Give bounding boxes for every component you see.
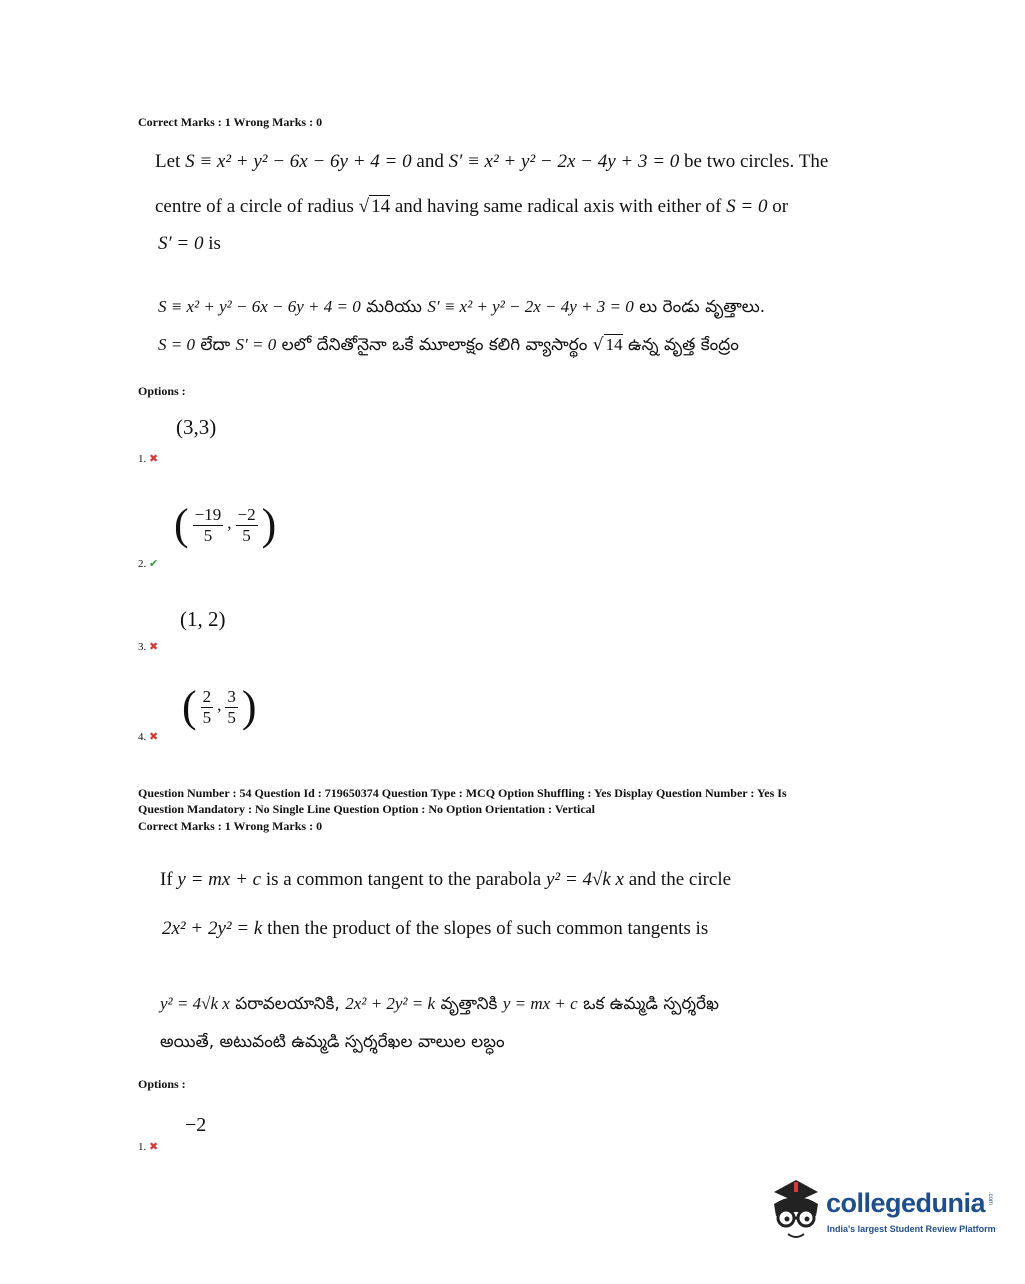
q53-english-line1: Let S ≡ x² + y² − 6x − 6y + 4 = 0 and S′ ≡ x² + y² − 2x − 4y + 3 = 0 be two circles. The — [155, 151, 829, 172]
q53-option-2[interactable]: 2. ✔ — [138, 558, 159, 570]
q54-marks: Correct Marks : 1 Wrong Marks : 0 — [138, 819, 323, 833]
logo-tagline: India's largest Student Review Platform — [827, 1224, 996, 1234]
collegedunia-logo — [766, 1178, 996, 1248]
q54-option-1-value: −2 — [185, 1114, 207, 1136]
q53-option-3-value: (1, 2) — [180, 607, 226, 631]
q53-option-1[interactable]: 1. ✖ — [138, 453, 159, 465]
q53-telugu-line2: S = 0 లేదా S′ = 0 లలో దేనితోనైనా ఒకే మూలాక్షం కలిగి వ్యాసార్థం √ 14 ఉన్న వృత్త కేంద్రం — [158, 335, 739, 355]
correct-mark-icon: ✔ — [149, 558, 159, 570]
q53-option-4[interactable]: 4. ✖ — [138, 731, 159, 743]
wrong-mark-icon: ✖ — [149, 641, 159, 653]
q54-telugu-line1: y² = 4√k x పరావలయానికి, 2x² + 2y² = k వృత్తానికి y = mx + c ఒక ఉమ్మడి స్పర్శరేఖ — [160, 994, 719, 1014]
logo-suffix: .com — [987, 1192, 993, 1206]
q54-telugu-line2: అయితే, అటువంటి ఉమ్మడి స్పర్శరేఖల వాలుల లబ్ధం — [160, 1032, 505, 1052]
q53-english-line2: centre of a circle of radius √ 14 and having same radical axis with either of S = 0 or — [155, 196, 789, 217]
q53-telugu-line1: S ≡ x² + y² − 6x − 6y + 4 = 0 మరియు S′ ≡ x² + y² − 2x − 4y + 3 = 0 లు రెండు వృత్తాలు. — [158, 297, 766, 317]
q53-marks: Correct Marks : 1 Wrong Marks : 0 — [138, 115, 323, 129]
q53-option-3[interactable]: 3. ✖ — [138, 641, 159, 653]
q53-options-label: Options : — [138, 384, 186, 398]
q54-english-line1: If y = mx + c is a common tangent to the parabola y² = 4√k x and the circle — [160, 869, 732, 890]
mascot-icon — [766, 1178, 824, 1244]
q53-option-4-value: ( $\frac{2}{5}$ , $\frac{3}{5}$ ) — [182, 682, 257, 731]
q54-meta-line2: Question Mandatory : No Single Line Question Option : No Option Orientation : Vertical — [138, 802, 596, 816]
q54-meta-line1: Question Number : 54 Question Id : 719650374 Question Type : MCQ Option Shuffling : Yes Display Question Number : Yes Is — [138, 786, 787, 800]
q53-option-1-value: (3,3) — [176, 415, 217, 439]
q53-option-2-value: ( $\frac{-19}{5}$ , $\frac{-2}{5}$ ) — [174, 500, 277, 549]
wrong-mark-icon: ✖ — [149, 731, 159, 743]
logo-name: collegedunia — [826, 1188, 986, 1218]
q54-option-1[interactable]: 1. ✖ — [138, 1141, 159, 1153]
q54-options-label: Options : — [138, 1077, 186, 1091]
q54-english-line2: 2x² + 2y² = k then the product of the slopes of such common tangents is — [162, 918, 709, 939]
wrong-mark-icon: ✖ — [149, 453, 159, 465]
wrong-mark-icon: ✖ — [149, 1141, 159, 1153]
q53-english-line3: S′ = 0 is — [158, 233, 221, 254]
